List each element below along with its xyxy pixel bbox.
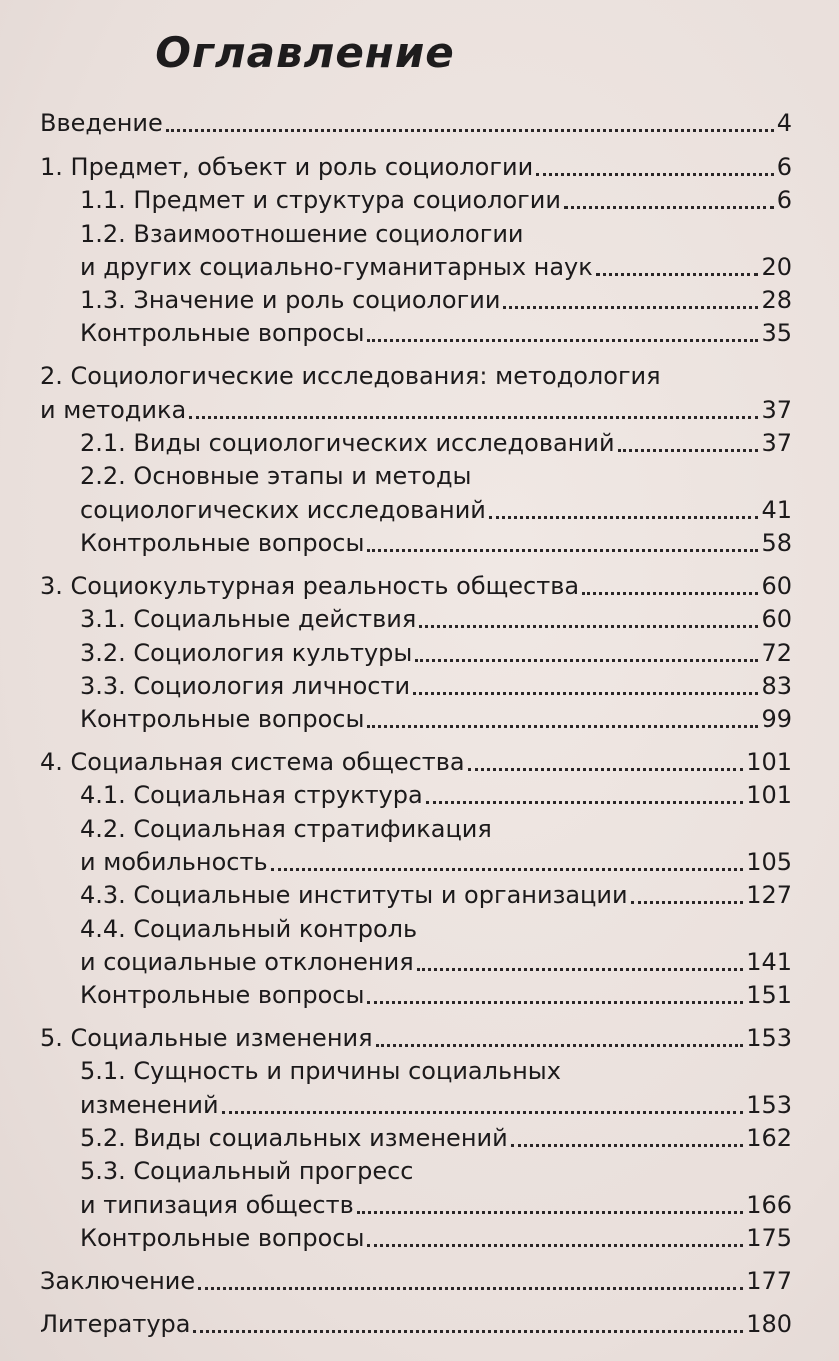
toc-entry-text: 2.1. Виды социологических исследований [80, 429, 615, 457]
leader-dots [367, 338, 758, 342]
leader-dots [618, 448, 759, 452]
toc-entry-page: 101 [746, 748, 792, 776]
toc-entry[interactable] [40, 359, 792, 393]
toc-entry-page: 141 [746, 948, 792, 976]
toc-entry-page: 83 [761, 672, 792, 700]
toc-entry-text: Контрольные вопросы [80, 1224, 365, 1252]
toc-entry-page: 101 [746, 781, 792, 809]
toc-entry[interactable] [80, 250, 792, 284]
toc-entry[interactable] [40, 1264, 792, 1298]
toc-entry[interactable] [80, 812, 792, 846]
toc-entry-text: 5.1. Сущность и причины социальных [80, 1057, 561, 1085]
leader-dots [222, 1110, 744, 1114]
toc-entry-page: 58 [761, 529, 792, 557]
toc-entry[interactable] [40, 106, 792, 140]
toc-entry-text: 5.2. Виды социальных изменений [80, 1124, 508, 1152]
toc-entry-text: 2. Социологические исследования: методология [40, 362, 661, 390]
leader-dots [417, 967, 744, 971]
toc-entry-page: 28 [761, 286, 792, 314]
leader-dots [503, 305, 758, 309]
toc-entry[interactable] [80, 217, 792, 251]
toc-entry[interactable] [40, 393, 792, 427]
toc-entry-page: 35 [761, 319, 792, 347]
toc-entry[interactable] [80, 778, 792, 812]
toc-entry-text: 3.3. Социология личности [80, 672, 411, 700]
leader-dots [489, 515, 759, 519]
toc-entry-page: 6 [776, 186, 792, 214]
toc-entry-text: изменений [80, 1091, 219, 1119]
toc-entry[interactable] [80, 493, 792, 527]
toc-entry[interactable] [80, 945, 792, 979]
toc-entry-text: Введение [40, 109, 163, 137]
toc-entry-text: 4.4. Социальный контроль [80, 915, 418, 943]
toc-entry-text: и типизация обществ [80, 1191, 354, 1219]
toc-entry[interactable] [80, 912, 792, 946]
toc-entry[interactable] [40, 1021, 792, 1055]
leader-dots [468, 767, 744, 771]
toc-entry-text: 3. Социокультурная реальность общества [40, 572, 580, 600]
toc-entry[interactable] [80, 459, 792, 493]
leader-dots [193, 1329, 743, 1333]
toc-entry-page: 20 [761, 253, 792, 281]
toc-entry[interactable] [80, 1154, 792, 1188]
toc-entry-page: 177 [746, 1267, 792, 1295]
toc-entry-text: Контрольные вопросы [80, 319, 365, 347]
toc-entry-page: 166 [746, 1191, 792, 1219]
toc-entry[interactable] [40, 745, 792, 779]
toc-entry-text: 4. Социальная система общества [40, 748, 465, 776]
toc-entry-page: 180 [746, 1310, 792, 1338]
toc-entry-text: 1.3. Значение и роль социологии [80, 286, 501, 314]
leader-dots [413, 691, 758, 695]
leader-dots [415, 658, 758, 662]
toc-entry[interactable] [80, 426, 792, 460]
leader-dots [582, 591, 758, 595]
toc-entry[interactable] [80, 878, 792, 912]
toc-entry-page: 60 [761, 605, 792, 633]
toc-entry[interactable] [80, 1221, 792, 1255]
toc-entry[interactable] [40, 1307, 792, 1341]
leader-dots [376, 1043, 744, 1047]
toc-entry[interactable] [80, 602, 792, 636]
toc-entry-text: 5. Социальные изменения [40, 1024, 373, 1052]
toc-entry[interactable] [80, 636, 792, 670]
toc-entry[interactable] [40, 150, 792, 184]
toc-entry[interactable] [80, 702, 792, 736]
toc-entry[interactable] [80, 183, 792, 217]
toc-entry-text: Контрольные вопросы [80, 529, 365, 557]
toc-entry-page: 153 [746, 1024, 792, 1052]
leader-dots [198, 1286, 743, 1290]
toc-entry-text: и других социально-гуманитарных наук [80, 253, 593, 281]
toc-entry-page: 151 [746, 981, 792, 1009]
toc-entry-page: 37 [761, 396, 792, 424]
toc-entry-page: 41 [761, 496, 792, 524]
toc-entry-text: 2.2. Основные этапы и методы [80, 462, 472, 490]
toc-entry-page: 6 [776, 153, 792, 181]
toc-entry[interactable] [80, 1088, 792, 1122]
leader-dots [426, 800, 743, 804]
leader-dots [166, 128, 774, 132]
toc-entry[interactable] [40, 569, 792, 603]
leader-dots [564, 205, 774, 209]
toc-entry-page: 175 [746, 1224, 792, 1252]
toc-entry[interactable] [80, 1188, 792, 1222]
toc-entry-page: 4 [776, 109, 792, 137]
toc-entry[interactable] [80, 1121, 792, 1155]
toc-entry-page: 99 [761, 705, 792, 733]
toc-entry[interactable] [80, 283, 792, 317]
toc-entry-text: 3.2. Социология культуры [80, 639, 413, 667]
leader-dots [189, 415, 758, 419]
toc-entry[interactable] [80, 316, 792, 350]
toc-entry-text: Контрольные вопросы [80, 705, 365, 733]
leader-dots [271, 867, 744, 871]
toc-entry-text: Контрольные вопросы [80, 981, 365, 1009]
toc-entry-page: 105 [746, 848, 792, 876]
leader-dots [419, 624, 758, 628]
toc-entry[interactable] [80, 978, 792, 1012]
leader-dots [631, 900, 744, 904]
leader-dots [596, 272, 759, 276]
toc-entry-page: 162 [746, 1124, 792, 1152]
toc-entry-text: социологических исследований [80, 496, 486, 524]
toc-entry-text: Заключение [40, 1267, 196, 1295]
toc-entry-page: 60 [761, 572, 792, 600]
leader-dots [367, 1243, 743, 1247]
toc-entry-text: 4.2. Социальная стратификация [80, 815, 492, 843]
toc-entry-page: 127 [746, 881, 792, 909]
page-title: Оглавление [155, 28, 455, 77]
toc-entry[interactable] [80, 1054, 792, 1088]
toc-entry-text: и мобильность [80, 848, 268, 876]
toc-entry[interactable] [80, 845, 792, 879]
toc-entry-page: 37 [761, 429, 792, 457]
leader-dots [367, 548, 758, 552]
leader-dots [367, 724, 758, 728]
toc-entry-text: 5.3. Социальный прогресс [80, 1157, 414, 1185]
toc-entry-text: 1.1. Предмет и структура социологии [80, 186, 561, 214]
leader-dots [511, 1143, 743, 1147]
toc-entry-text: и методика [40, 396, 187, 424]
toc-entry-text: Литература [40, 1310, 191, 1338]
toc-entry-text: 1. Предмет, объект и роль социологии [40, 153, 534, 181]
leader-dots [367, 1000, 743, 1004]
toc-entry-text: 4.1. Социальная структура [80, 781, 423, 809]
toc-entry-text: 1.2. Взаимоотношение социологии [80, 220, 524, 248]
toc-entry-text: и социальные отклонения [80, 948, 414, 976]
leader-dots [536, 172, 774, 176]
toc-entry-page: 72 [761, 639, 792, 667]
toc-entry[interactable] [80, 526, 792, 560]
toc-entry-text: 4.3. Социальные институты и организации [80, 881, 628, 909]
leader-dots [357, 1210, 743, 1214]
toc-entry-text: 3.1. Социальные действия [80, 605, 417, 633]
toc-entry-page: 153 [746, 1091, 792, 1119]
toc-entry[interactable] [80, 669, 792, 703]
